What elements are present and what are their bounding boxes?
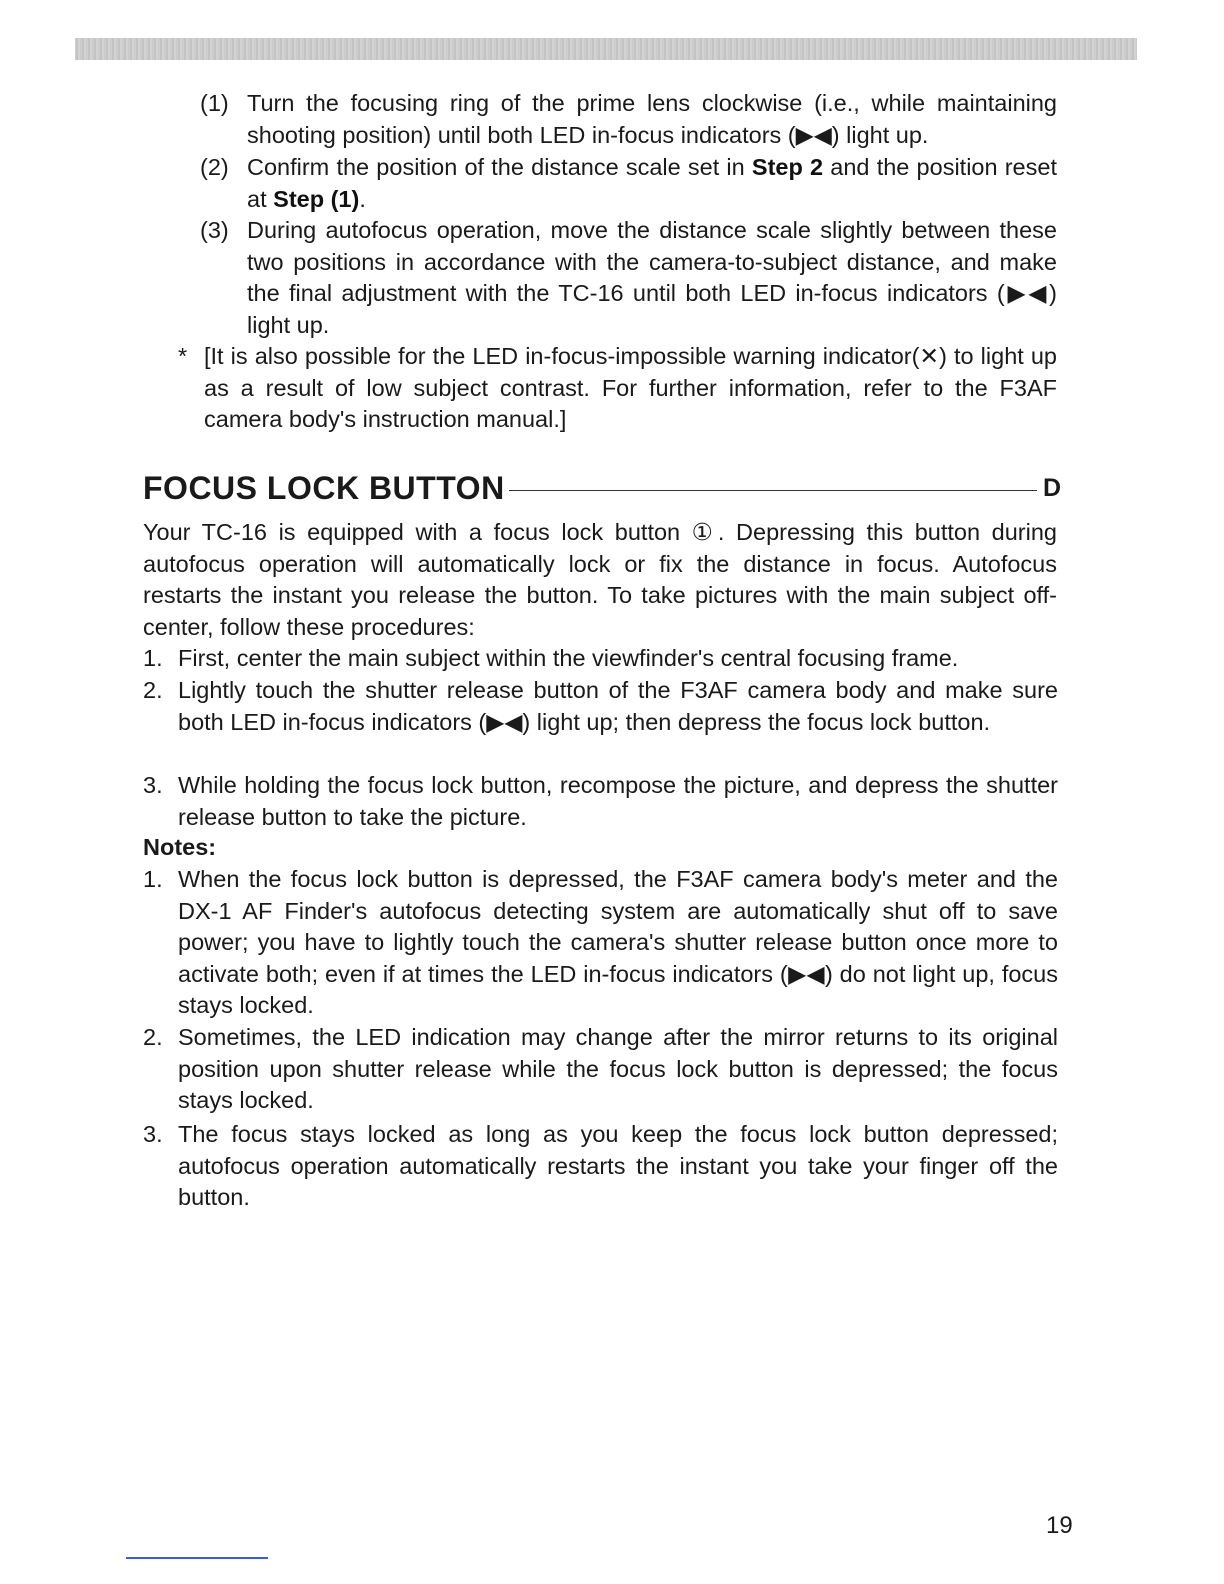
notes-heading: Notes: [143,834,217,860]
bottom-rule [126,1557,268,1559]
procedure-1-number: 1. [143,645,163,671]
step-2-text: Confirm the position of the distance scale set in Step 2 and the position reset at Step (1). [247,154,1057,212]
section-heading [143,466,1061,510]
note-3-text: The focus stays locked as long as you keep the focus lock button depressed; autofocus operation automatically restarts the instant you take your finger off the button. [178,1121,1058,1211]
step-3-text: During autofocus operation, move the distance scale slightly between these two positions in accordance with the camera-to-subject distance, and make the final adjustment with the TC-16 until both LED in-focus indicators (▶◀) light up. [247,217,1057,338]
procedure-2-number: 2. [143,677,163,703]
procedure-1-text: First, center the main subject within the viewfinder's central focusing frame. [178,645,959,671]
heading-rule [509,490,1037,491]
note-1-number: 1. [143,866,163,892]
step-3-number: (3) [200,217,229,243]
procedure-3-text: While holding the focus lock button, recompose the picture, and depress the shutter release button to take the picture. [178,772,1058,830]
note-2-number: 2. [143,1024,163,1050]
note-2-text: Sometimes, the LED indication may change after the mirror returns to its original position upon shutter release while the focus lock button is depressed; the focus stays locked. [178,1024,1058,1114]
section-tag: D [1042,473,1061,502]
step-1-text: Turn the focusing ring of the prime lens clockwise (i.e., while maintaining shooting position) until both LED in-focus indicators (▶◀) light up. [247,90,1057,148]
intro-paragraph: Your TC-16 is equipped with a focus lock button ①. Depressing this button during autofocus operation will automatically lock or fix the distance in focus. Autofocus restarts the instant you release the button. To take pictures with the main subject off-center, follow these procedures: [143,519,1057,640]
footnote-text: [It is also possible for the LED in-focus-impossible warning indicator(✕) to light up as a result of low subject contrast. For further information, refer to the F3AF camera body's instruction manual.] [204,343,1057,433]
step-1-ref-bold: Step (1) [273,185,360,212]
note-1-text: When the focus lock button is depressed, the F3AF camera body's meter and the DX-1 AF Finder's autofocus detecting system are automatically shut off to save power; you have to lightly touch the camera's shutter release button once more to activate both; even if at times the LED in-focus indicators (▶◀) do not light up, focus stays locked. [178,866,1058,1019]
page-number: 19 [1046,1512,1073,1539]
step-2-ref-bold: Step 2 [751,154,824,180]
note-3-number: 3. [143,1121,163,1147]
procedure-3-number: 3. [143,772,163,798]
footnote-star: * [178,343,188,369]
step-1-number: (1) [200,90,229,116]
procedure-2-text: Lightly touch the shutter release button of the F3AF camera body and make sure both LED in-focus indicators (▶◀) light up; then depress the focus lock button. [178,677,1058,735]
step-2-number: (2) [200,154,229,180]
section-title: FOCUS LOCK BUTTON [143,469,505,506]
